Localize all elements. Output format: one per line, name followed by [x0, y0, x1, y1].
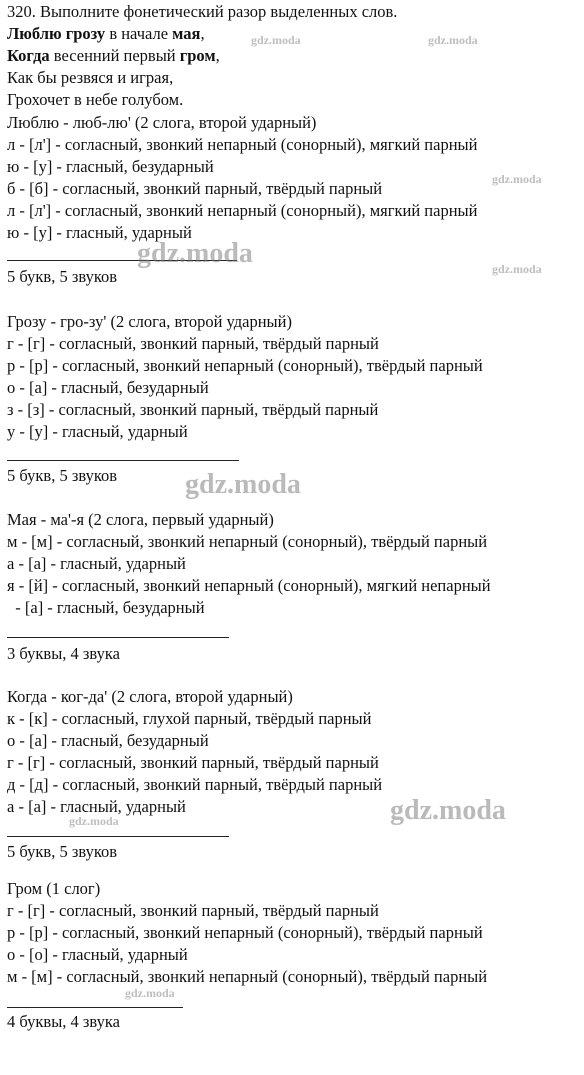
sound-line: у - [у] - гласный, ударный: [7, 422, 188, 441]
sound-line: о - [а] - гласный, безударный: [7, 731, 209, 750]
poem-line-1: [7, 24, 205, 46]
poem-line-3: Как бы резвяся и играя,: [7, 68, 174, 87]
highlighted-word: гром: [179, 46, 216, 65]
highlighted-word: мая: [172, 24, 201, 43]
separator-line: [7, 836, 229, 837]
watermark: gdz.moda: [125, 986, 175, 1000]
highlighted-word: Когда: [7, 46, 50, 65]
poem-line-4: Грохочет в небе голубом.: [7, 90, 184, 109]
watermark: gdz.moda: [428, 33, 478, 47]
sound-line: м - [м] - согласный, звонкий непарный (сонорный), твёрдый парный: [7, 532, 488, 551]
watermark: gdz.moda: [492, 172, 542, 186]
sound-line: г - [г] - согласный, звонкий парный, твёрдый парный: [7, 334, 379, 353]
sound-line: з - [з] - согласный, звонкий парный, твёрдый парный: [7, 400, 379, 419]
poem-text: ,: [215, 46, 220, 65]
word-title: Гром (1 слог): [7, 879, 101, 898]
separator-line: [7, 1007, 183, 1008]
sound-line: о - [о] - гласный, ударный: [7, 945, 188, 964]
sound-line: л - [л'] - согласный, звонкий непарный (сонорный), мягкий парный: [7, 135, 478, 154]
sound-line: р - [р] - согласный, звонкий непарный (сонорный), твёрдый парный: [7, 923, 483, 942]
sound-line: г - [г] - согласный, звонкий парный, твёрдый парный: [7, 753, 379, 772]
word-title: Когда - ког-да' (2 слога, второй ударный): [7, 687, 293, 706]
word-summary: 3 буквы, 4 звука: [7, 644, 120, 663]
poem-text: ,: [200, 24, 205, 43]
poem-text: весенний первый: [49, 46, 180, 65]
sound-line: я - [й] - согласный, звонкий непарный (сонорный), мягкий непарный: [7, 576, 491, 595]
poem-text: в начале: [105, 24, 173, 43]
word-summary: 5 букв, 5 звуков: [7, 267, 118, 286]
sound-line: о - [а] - гласный, безударный: [7, 378, 209, 397]
word-summary: 5 букв, 5 звуков: [7, 842, 118, 861]
sound-line: а - [а] - гласный, ударный: [7, 797, 186, 816]
word-title: Грозу - гро-зу' (2 слога, второй ударный): [7, 312, 292, 331]
word-title: Люблю - люб-лю' (2 слога, второй ударный): [7, 113, 317, 132]
separator-line: [7, 637, 229, 638]
poem-line-2: [7, 46, 220, 68]
sound-line: л - [л'] - согласный, звонкий непарный (сонорный), мягкий парный: [7, 201, 478, 220]
word-summary: 5 букв, 5 звуков: [7, 466, 118, 485]
sound-line: м - [м] - согласный, звонкий непарный (сонорный), твёрдый парный: [7, 967, 488, 986]
watermark: gdz.moda: [137, 238, 253, 269]
watermark: gdz.moda: [251, 33, 301, 47]
separator-line: [7, 460, 239, 461]
watermark: gdz.moda: [69, 814, 119, 828]
sound-line: к - [к] - согласный, глухой парный, твёрдый парный: [7, 709, 372, 728]
watermark: gdz.moda: [492, 262, 542, 276]
sound-line: а - [а] - гласный, ударный: [7, 554, 186, 573]
word-summary: 4 буквы, 4 звука: [7, 1012, 120, 1031]
sound-line: - [а] - гласный, безударный: [7, 598, 205, 617]
watermark: gdz.moda: [185, 469, 301, 500]
sound-line: ю - [у] - гласный, ударный: [7, 223, 192, 242]
sound-line: б - [б] - согласный, звонкий парный, твёрдый парный: [7, 179, 383, 198]
sound-line: г - [г] - согласный, звонкий парный, твёрдый парный: [7, 901, 379, 920]
sound-line: ю - [у] - гласный, безударный: [7, 157, 214, 176]
sound-line: р - [р] - согласный, звонкий непарный (сонорный), твёрдый парный: [7, 356, 483, 375]
highlighted-word: Люблю грозу: [7, 24, 106, 43]
watermark: gdz.moda: [390, 795, 506, 826]
word-title: Мая - ма'-я (2 слога, первый ударный): [7, 510, 274, 529]
task-header: 320. Выполните фонетический разор выделенных слов.: [7, 2, 398, 21]
sound-line: д - [д] - согласный, звонкий парный, твёрдый парный: [7, 775, 383, 794]
